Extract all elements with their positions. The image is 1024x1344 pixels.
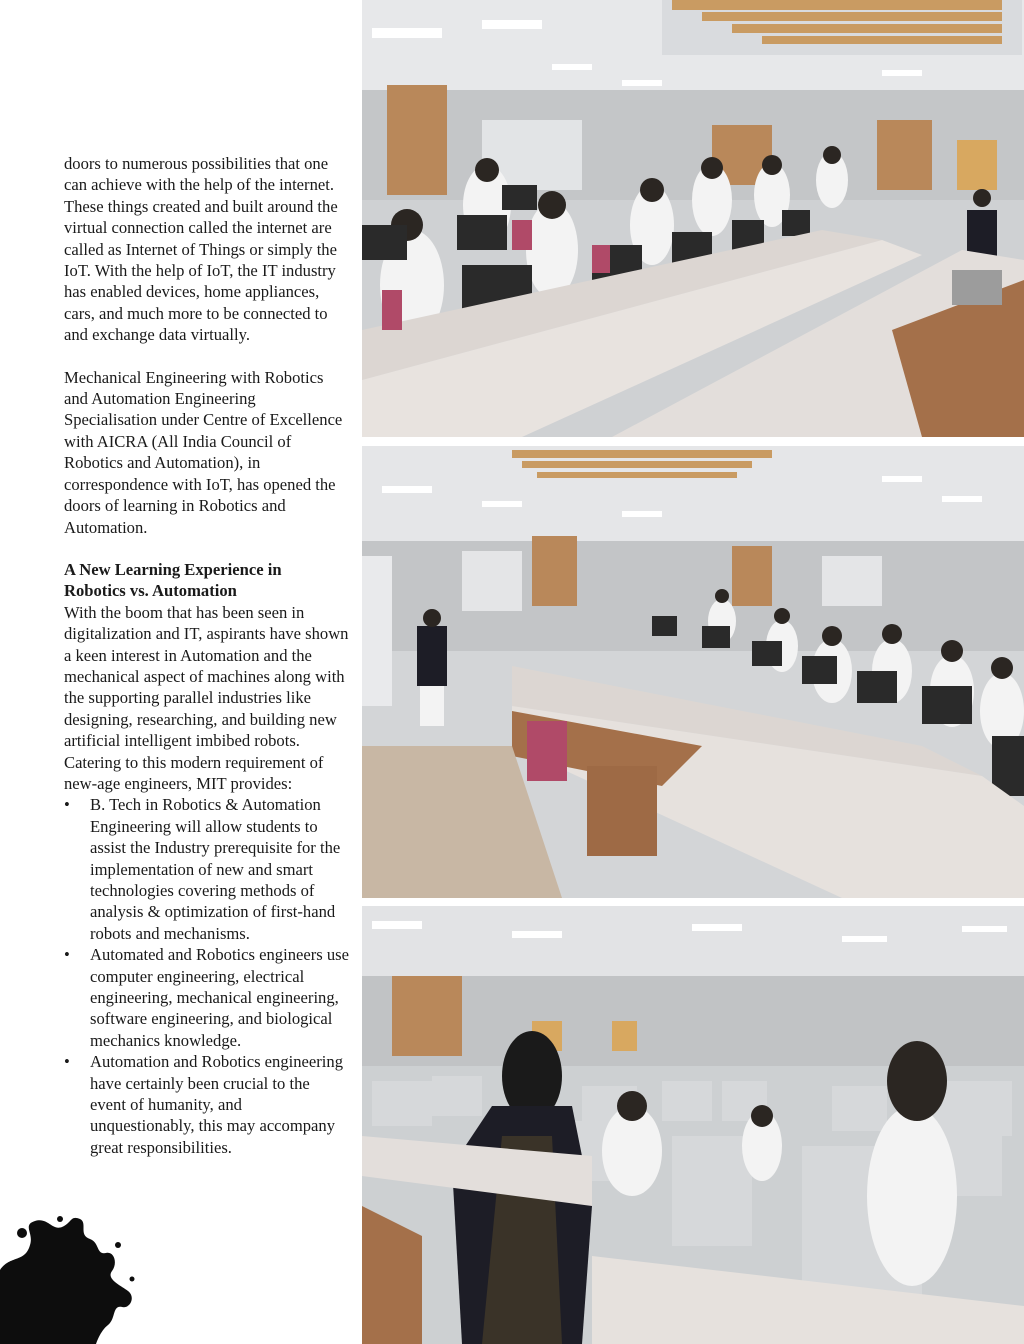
classroom-photo-3 [362,906,1024,1344]
bullet-text: Automation and Robotics engineering have certainly been crucial to the event of humanity, and unquestionably, this may accompany great responsibilities. [90,1052,344,1157]
paragraph-spacer [64,346,349,367]
classroom-photo-2 [362,446,1024,898]
classroom-photo-1 [362,0,1024,437]
section-heading-line-2: Robotics vs. Automation [64,581,237,601]
bullet-icon: • [64,945,70,965]
section-body: With the boom that has been seen in digitalization and IT, aspirants have shown a keen interest in Automation and the mechanical aspect of machines along with the supporting parallel industries like designing, researching, and building new artificial intelligent imbibed robots. Catering to this modern requirement of new-age engineers, MIT provides: [64,602,349,793]
bullet-text: B. Tech in Robotics & Automation Engineering will allow students to assist the Industry prerequisite for the implementation of new and smart technologies covering methods of analysis & optimization of first-hand robots and mechanisms. [90,795,341,943]
intro-paragraph: doors to numerous possibilities that one can achieve with the help of the internet. These things created and built around the virtual connection called the internet are called as Internet of Things or simply the IoT. With the help of IoT, the IT industry has enabled devices, home appliances, cars, and much more to be connected to and exchange data virtually. [64,154,338,345]
paragraph-spacer [64,538,349,559]
section-heading [64,559,349,602]
article-text-column [64,153,349,1158]
second-paragraph: Mechanical Engineering with Robotics and Automation Engineering Specialisation under Centre of Excellence with AICRA (All India Council of Robotics and Automation), in correspondence with IoT, has opened the doors of learning in Robotics and Automation. [64,367,343,537]
list-item [64,794,349,944]
bullet-icon: • [64,1052,70,1072]
bullet-list [64,794,349,1158]
section-heading-line-1: A New Learning Experience in [64,559,282,579]
bullet-text: Automated and Robotics engineers use computer engineering, electrical engineering, mechanical engineering, software engineering, and biological mechanics knowledge. [90,945,349,1050]
list-item [64,1051,349,1158]
list-item [64,944,349,1051]
bullet-icon: • [64,795,70,815]
ink-splash-decoration [0,1215,140,1344]
